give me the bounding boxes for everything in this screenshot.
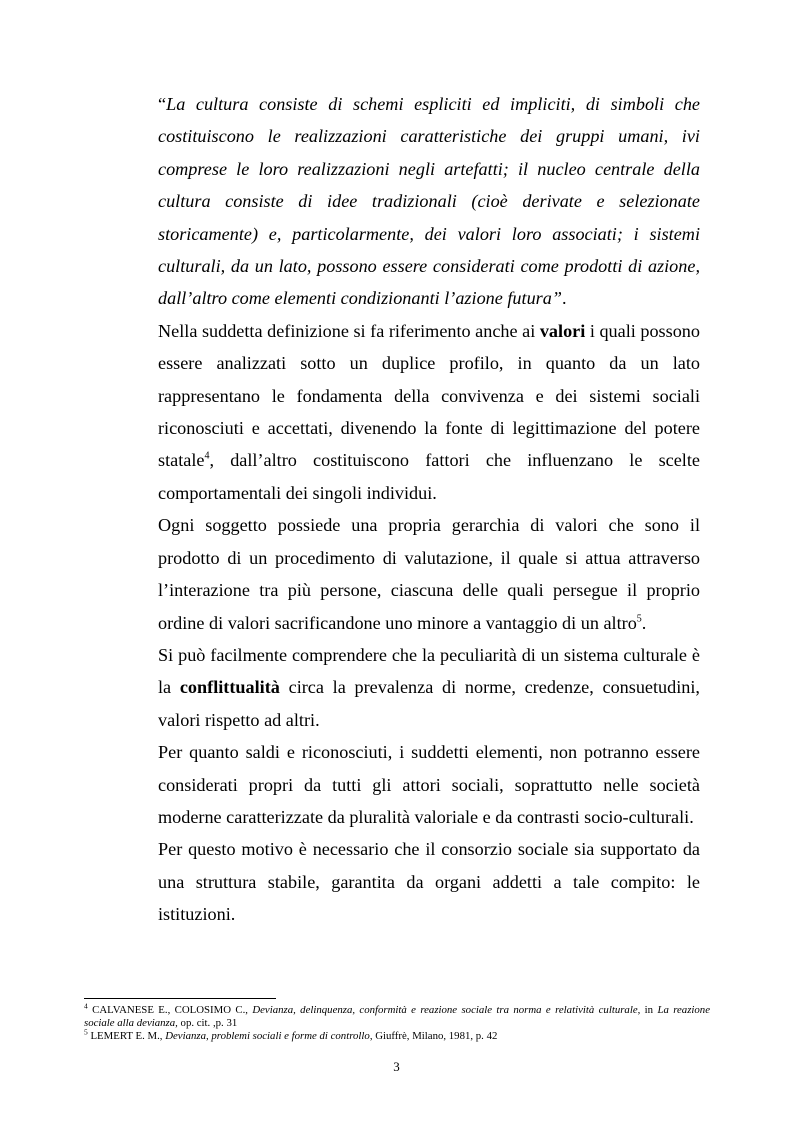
quote-text: La cultura consiste di schemi espliciti ed impliciti, di simboli che costituiscono le realizzazioni caratteristiche dei gruppi umani, ivi comprese le loro realizzazioni negli artefatti; il nucleo centrale della cultura consiste di idee tradizionali (cioè derivate e selezionate storicamente) e, particolarmente, dei valori loro associati; i sistemi culturali, da un lato, possono essere considerati come prodotti di azione, dall’altro come elementi condizionanti l’azione futura” <box>158 94 700 309</box>
quote-open-mark: “ <box>158 94 167 114</box>
footnote-title: Devianza, problemi sociali e forme di controllo <box>165 1030 370 1042</box>
footnote-number: 4 <box>84 1001 88 1011</box>
footnote-citation: op. cit. ,p. 31 <box>177 1017 238 1029</box>
body-text <box>158 88 700 931</box>
footnote-title: Devianza, delinquenza, conformità e reazione sociale tra norma e relatività culturale, <box>252 1004 641 1016</box>
footnotes <box>84 1001 710 1043</box>
cultura-quote <box>158 88 700 315</box>
text-span: Si può facilmente comprendere che la peculiarità di un sistema culturale è la <box>158 644 700 698</box>
footnote-separator <box>84 998 276 999</box>
paragraph-attori-sociali: Per quanto saldi e riconosciuti, i suddetti elementi, non potranno essere considerati propri da tutti gli attori sociali, soprattutto nelle società moderne caratterizzate da pluralità valoriale e da contrasti socio-culturali. <box>158 742 700 827</box>
footnote-source: La reazione sociale alla devianza, <box>84 1004 710 1029</box>
paragraph-gerarchia <box>158 509 700 639</box>
footnote-ref-4[interactable]: 4 <box>204 450 210 462</box>
text-span: . <box>641 612 647 633</box>
footnote-ref-5[interactable]: 5 <box>636 613 642 624</box>
text-span: circa la prevalenza di norme, credenze, consuetudini, valori rispetto ad altri. <box>158 677 700 730</box>
text-span: i quali possono essere analizzati sotto un duplice profilo, in quanto da un lato rappresentano le fondamenta della convivenza e dei sistemi sociali riconosciuti e accettati, divenendo la fonte di legittimazione del potere statale <box>158 320 700 471</box>
paragraph-istituzioni: Per questo motivo è necessario che il consorzio sociale sia supportato da una struttura stabile, garantita da organi addetti a tale compito: le istituzioni. <box>158 839 700 925</box>
paragraph-valori <box>158 315 700 509</box>
quote-end: . <box>561 288 567 309</box>
text-span: Nella suddetta definizione si fa riferimento anche ai <box>158 320 540 341</box>
bold-term-conflittualita: conflittualità <box>179 677 280 698</box>
footnote-author: CALVANESE E., COLOSIMO C., <box>87 1004 253 1016</box>
page-number: 3 <box>393 1059 400 1074</box>
footnote-5 <box>84 1027 710 1043</box>
text-span: in <box>640 1004 658 1016</box>
footnote-4 <box>84 1001 710 1030</box>
bold-term-valori: valori <box>539 320 586 341</box>
text-span: , dall’altro costituiscono fattori che influenzano le scelte comportamentali dei singoli individui. <box>158 450 700 503</box>
footnote-citation: , Giuffrè, Milano, 1981, p. 42 <box>369 1030 498 1042</box>
text-span: Ogni soggetto possiede una propria gerarchia di valori che sono il prodotto di un procedimento di valutazione, il quale si attua attraverso l’interazione tra più persone, ciascuna delle quali persegue il proprio ordine di valori sacrificandone uno minore a vantaggio di un altro <box>158 515 700 633</box>
paragraph-conflittualita <box>158 639 700 736</box>
footnote-number: 5 <box>84 1027 88 1037</box>
footnote-author: LEMERT E. M., <box>87 1030 166 1042</box>
